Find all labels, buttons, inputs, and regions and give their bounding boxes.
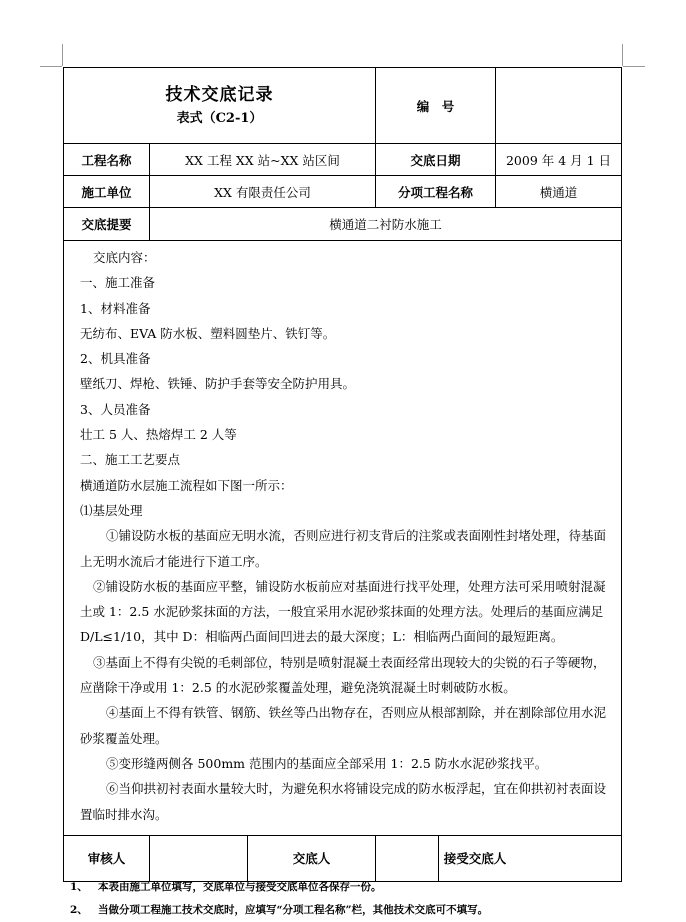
content-line: 2、机具准备 [80, 351, 151, 367]
contractor-value[interactable]: XX 有限责任公司 [150, 176, 376, 208]
header-title-cell [64, 68, 376, 144]
content-paragraph: ③基面上不得有尖锐的毛刺部位，特别是喷射混凝土表面经常出现较大的尖锐的石子等硬物，应凿除干净或用 1：2.5 的水泥砂浆覆盖处理，避免浇筑混凝土时刺破防水板。 [80, 654, 606, 696]
content-line: 壮工 5 人、热熔焊工 2 人等 [80, 427, 237, 443]
date-label: 交底日期 [376, 144, 496, 176]
crop-mark [62, 44, 63, 66]
content-line: 横通道防水层施工流程如下图一所示： [80, 477, 293, 493]
header-row [64, 68, 622, 144]
summary-label: 交底提要 [64, 208, 150, 241]
crop-mark [40, 66, 62, 67]
content-heading: 交底内容： [93, 250, 156, 265]
footnote-number: 1、 [70, 881, 88, 893]
contractor-row [64, 176, 622, 208]
footnote-number: 2、 [70, 904, 88, 916]
content-row [64, 241, 622, 836]
content-paragraph: ④基面上不得有铁管、钢筋、铁丝等凸出物存在，否则应从根部割除，并在割除部位用水泥砂浆覆盖处理。 [80, 705, 607, 746]
number-field[interactable] [496, 68, 622, 144]
disclosure-form [63, 67, 622, 882]
footnote [70, 876, 488, 899]
contractor-label: 施工单位 [64, 176, 150, 208]
signature-row [64, 835, 622, 881]
subproject-value[interactable]: 横通道 [496, 176, 622, 208]
crop-mark [622, 44, 623, 66]
footnote [70, 899, 488, 922]
content-line: ⑴基层处理 [80, 502, 143, 518]
project-row [64, 144, 622, 176]
date-value[interactable]: 2009 年 4 月 1 日 [496, 144, 622, 176]
summary-row [64, 208, 622, 241]
summary-value[interactable]: 横通道二衬防水施工 [150, 208, 622, 241]
subproject-label: 分项工程名称 [376, 176, 496, 208]
form-code: 表式（C2-1） [176, 110, 263, 126]
content-paragraph: ①铺设防水板的基面应无明水流，否则应进行初支背后的注浆或表面刚性封堵处理，待基面上无明水流后才能进行下道工序。 [80, 528, 607, 569]
reviewer-label: 审核人 [64, 835, 150, 881]
content-paragraph: ②铺设防水板的基面应平整，铺设防水板前应对基面进行找平处理，处理方法可采用喷射混凝土或 1：2.5 水泥砂浆抹面的方法，一般宜采用水泥砂浆抹面的处理方法。处理后的基面应满足 D/L≤1/10，其中 D：相临两凸面间凹进去的最大深度；L：相临两凸面间的最短距离。 [80, 578, 606, 645]
number-label: 编 号 [376, 68, 496, 144]
footnote-text: 当做分项工程施工技术交底时，应填写“分项工程名称”栏，其他技术交底可不填写。 [98, 904, 489, 916]
reviewer-field[interactable] [150, 835, 248, 881]
content-paragraph: ⑥当仰拱初衬表面水量较大时，为避免积水将铺设完成的防水板浮起，宜在仰拱初衬表面设置临时排水沟。 [80, 781, 607, 822]
project-name-value[interactable]: XX 工程 XX 站~XX 站区间 [150, 144, 376, 176]
content-line: 二、施工工艺要点 [80, 452, 181, 468]
content-line: 壁纸刀、焊枪、铁锤、防护手套等安全防护用具。 [80, 376, 356, 392]
presenter-field[interactable] [376, 835, 439, 881]
project-name-label: 工程名称 [64, 144, 150, 176]
content-cell[interactable] [64, 241, 622, 836]
receiver-cell [439, 835, 622, 881]
content-paragraph: ⑤变形缝两侧各 500mm 范围内的基面应全部采用 1：2.5 防水水泥砂浆找平。 [106, 755, 548, 771]
footnote-text: 本表由施工单位填写，交底单位与接受交底单位各保存一份。 [98, 881, 382, 893]
content-line: 1、材料准备 [80, 300, 151, 316]
content-line: 无纺布、EVA 防水板、塑料圆垫片、铁钉等。 [80, 325, 336, 341]
crop-mark [623, 66, 645, 67]
receiver-label: 接受交底人 [443, 851, 507, 867]
content-line: 3、人员准备 [80, 401, 151, 417]
form-title: 技术交底记录 [165, 84, 274, 105]
footnotes [70, 876, 488, 922]
presenter-label: 交底人 [248, 835, 376, 881]
content-line: 一、施工准备 [80, 275, 156, 291]
